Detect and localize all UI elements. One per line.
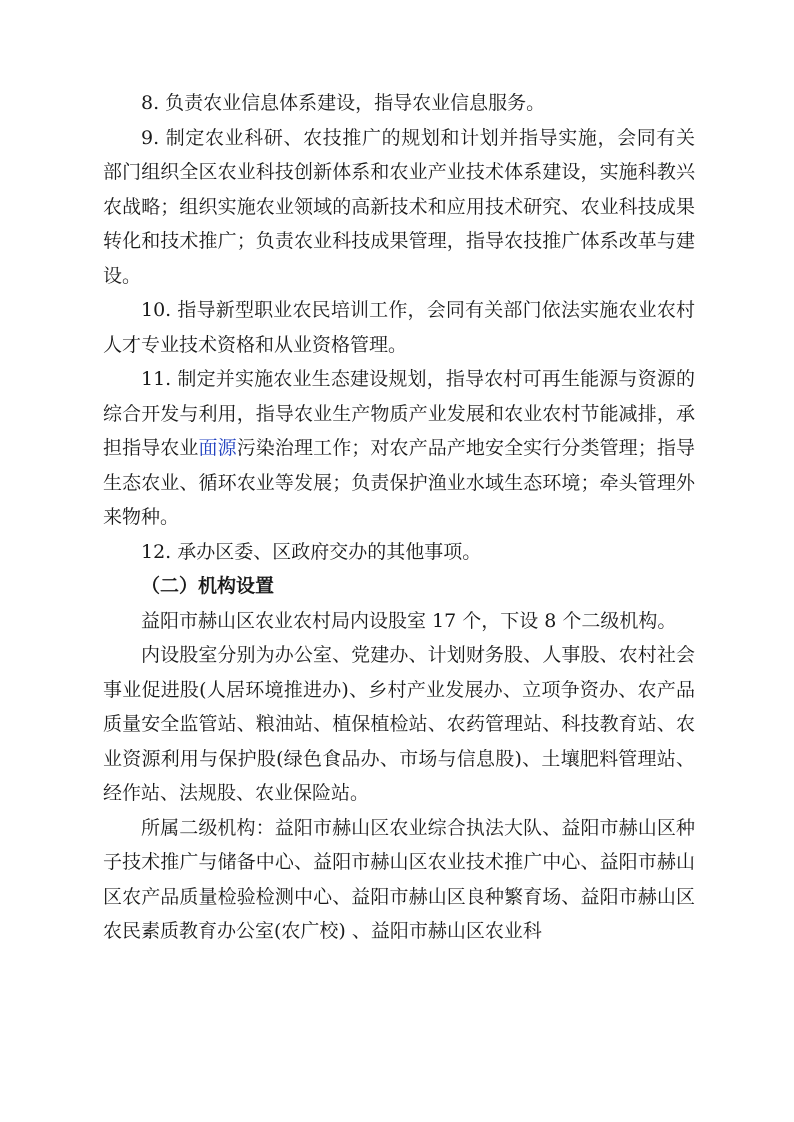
document-body [103, 86, 695, 949]
org-summary-paragraph: 益阳市赫山区农业农村局内设股室 17 个，下设 8 个二级机构。 [141, 609, 677, 632]
paragraph-item-11 [103, 362, 695, 535]
internal-units-paragraph: 内设股室分别为办公室、党建办、计划财务股、人事股、农村社会事业促进股(人居环境推进办)、乡村产业发展办、立项争资办、农产品质量安全监管站、粮油站、植保植检站、农药管理站、科技教育站、农业资源利用与保护股(绿色食品办、市场与信息股)、土壤肥料管理站、经作站、法规股、农业保险站。 [103, 644, 695, 804]
paragraph-item-11-before: 11. 制定并实施农业生态建设规划，指导农村可再生能源与资源的综合开发与利用，指导农业生产物质产业发展和农业农村节能减排，承担指导农业 [103, 368, 695, 459]
paragraph-item-11-after: 污染治理工作；对农产品产地安全实行分类管理；指导生态农业、循环农业等发展；负责保护渔业水域生态环境；牵头管理外来物种。 [103, 437, 695, 528]
paragraph-item-8: 8. 负责农业信息体系建设，指导农业信息服务。 [141, 92, 546, 114]
paragraph-item-12: 12. 承办区委、区政府交办的其他事项。 [141, 540, 482, 563]
paragraph-item-9: 9. 制定农业科研、农技推广的规划和计划并指导实施，会同有关部门组织全区农业科技创新体系和农业产业技术体系建设，实施科教兴农战略；组织实施农业领域的高新技术和应用技术研究、农业科技成果转化和技术推广；负责农业科技成果管理，指导农技推广体系改革与建设。 [103, 126, 695, 287]
secondary-units-paragraph: 所属二级机构：益阳市赫山区农业综合执法大队、益阳市赫山区种子技术推广与储备中心、益阳市赫山区农业技术推广中心、益阳市赫山区农产品质量检验检测中心、益阳市赫山区良种繁育场、益阳市赫山区农民素质教育办公室(农广校) 、益阳市赫山区农业科 [103, 816, 695, 942]
paragraph-item-10: 10. 指导新型职业农民培训工作，会同有关部门依法实施农业农村人才专业技术资格和从业资格管理。 [103, 299, 695, 356]
link-mianyuan[interactable]: 面源 [198, 437, 237, 459]
section-heading: （二）机构设置 [141, 575, 275, 597]
